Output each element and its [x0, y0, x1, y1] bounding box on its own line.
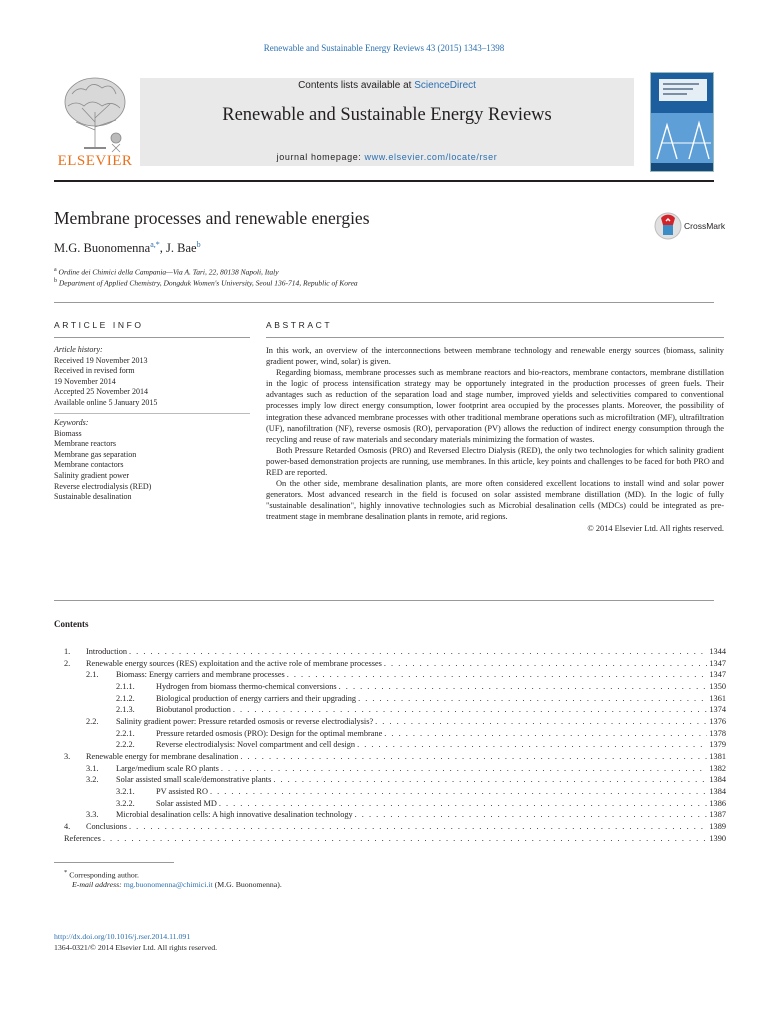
- toc-dot-leader: [219, 798, 708, 810]
- toc-dot-leader: [287, 669, 708, 681]
- toc-entry-page: 1387: [709, 810, 726, 820]
- affiliation-text: Ordine dei Chimici della Campania—Via A. Tari, 22, 80138 Napoli, Italy: [56, 267, 279, 277]
- corresponding-author-text: Corresponding author.: [67, 870, 139, 880]
- toc-entry-title: Biomass: Energy carriers and membrane processes: [116, 670, 285, 680]
- author-name: , J. Bae: [159, 241, 197, 256]
- toc-entry-number: 2.1.1.: [116, 681, 135, 691]
- author-email-link[interactable]: mg.buonomenna@chimici.it: [123, 880, 213, 889]
- toc-entry-number: 2.2.1.: [116, 728, 135, 738]
- toc-entry[interactable]: [64, 704, 726, 716]
- toc-entry-number: 3.3.: [86, 810, 99, 820]
- abstract-heading: ABSTRACT: [266, 320, 333, 330]
- journal-homepage-link[interactable]: www.elsevier.com/locate/rser: [364, 152, 498, 162]
- crossmark-icon: [654, 212, 682, 240]
- abstract-bottom-rule: [54, 600, 714, 601]
- author-affiliation-link[interactable]: a,*: [150, 240, 160, 249]
- history-item: 19 November 2014: [54, 376, 116, 386]
- keywords: [54, 418, 250, 503]
- toc-entry-page: 1378: [709, 728, 726, 738]
- corresponding-author-note: [64, 869, 139, 880]
- keyword-item: Membrane gas separation: [54, 449, 137, 459]
- toc-dot-leader: [357, 739, 707, 751]
- toc-dot-leader: [103, 833, 708, 845]
- toc-dot-leader: [129, 646, 707, 658]
- journal-citation-line[interactable]: Renewable and Sustainable Energy Reviews 43 (2015) 1343–1398: [263, 43, 505, 53]
- toc-entry-page: 1347: [709, 658, 726, 668]
- toc-entry-title: Renewable energy for membrane desalination: [86, 751, 239, 761]
- author-list: [54, 240, 201, 256]
- toc-entry-number: 3.2.1.: [116, 786, 135, 796]
- toc-entry-title: Microbial desalination cells: A high innovative desalination technology: [116, 810, 353, 820]
- toc-entry-title: Conclusions: [86, 821, 128, 831]
- toc-entry-title: Salinity gradient power: Pressure retarded osmosis or reverse electrodialysis?: [116, 716, 374, 726]
- toc-entry-number: 2.2.2.: [116, 740, 135, 750]
- toc-entry-page: 1361: [709, 693, 726, 703]
- article-info-rule: [54, 337, 250, 338]
- article-info-heading: ARTICLE INFO: [54, 320, 144, 330]
- keyword-item: Biomass: [54, 428, 82, 438]
- toc-dot-leader: [358, 693, 707, 705]
- toc-entry-page: 1389: [709, 821, 726, 831]
- toc-dot-leader: [233, 704, 708, 716]
- author-affiliation-link[interactable]: b: [196, 240, 201, 249]
- elsevier-wordmark: ELSEVIER: [57, 153, 133, 169]
- info-separator: [54, 413, 250, 414]
- history-item: Received in revised form: [54, 366, 135, 376]
- abstract-body: [266, 345, 724, 534]
- sciencedirect-link[interactable]: ScienceDirect: [414, 80, 476, 91]
- contents-available-text: Contents lists available at: [298, 80, 415, 91]
- cover-thumbnail-icon: [651, 73, 714, 172]
- toc-entry-title: PV assisted RO: [156, 786, 208, 796]
- toc-entry-number: 3.1.: [86, 763, 99, 773]
- header-rule: [54, 180, 714, 182]
- toc-entry-title: Hydrogen from biomass thermo-chemical conversions: [156, 681, 337, 691]
- toc-entry-page: 1347: [709, 670, 726, 680]
- toc-dot-leader: [384, 658, 708, 670]
- toc-dot-leader: [339, 681, 708, 693]
- toc-entry-page: 1386: [709, 798, 726, 808]
- toc-entry[interactable]: [64, 646, 726, 658]
- journal-cover-image: [650, 72, 714, 172]
- toc-entry[interactable]: [64, 763, 726, 775]
- toc-entry[interactable]: [64, 774, 726, 786]
- abstract-paragraph: Regarding biomass, membrane processes such as membrane reactors and bio-reactors, membrane contactors, membrane distillation in the logic of process intensification strategy may be opportunely integrated in the production processes of green fuels. Their advantages such as reduction of the separation load and stage number, improved yields and selectivities compared to conventional processes imply low direct energy consumption, lower footprint area occupied by the processes plants. Moreover, the possibility of integration these advanced membrane processes with other traditional membrane operations such as microfiltration (MF), ultrafiltration (UF), nanofiltration (NF), reverse osmosis (RO), pervaporation (PV) allows the reduction of indirect energy consumption through the recycling and reuse of raw materials and secondary materials minimizing the formation of wastes.: [266, 368, 724, 444]
- history-item: Available online 5 January 2015: [54, 397, 158, 407]
- email-note: [72, 880, 282, 889]
- journal-homepage-line: [140, 152, 634, 162]
- toc-entry-title: Solar assisted MD: [156, 798, 217, 808]
- keyword-item: Reverse electrodialysis (RED): [54, 481, 152, 491]
- toc-entry-number: 1.: [64, 647, 71, 656]
- abstract-rule: [266, 337, 724, 338]
- section-rule: [54, 302, 714, 303]
- abstract-paragraph: In this work, an overview of the interconnections between membrane technology and renewable energy sources (biomass, salinity gradient power, wind, solar) is given.: [266, 346, 724, 367]
- toc-dot-leader: [273, 774, 707, 786]
- article-title: Membrane processes and renewable energies: [54, 208, 370, 228]
- toc-dot-leader: [210, 786, 707, 798]
- abstract-paragraph: On the other side, membrane desalination plants, are more often considered excellent locations to install wind and solar power generators. Most advanced research in the field is focused on solar assisted membrane distillation (MD). In the logic of fully "sustainable desalination", highly innovative technologies such as Microbial desalination cells (MDCs) could be integrated as pre-treatment stage in membrane desalination plants in remote, arid regions.: [266, 479, 724, 522]
- toc-entry[interactable]: [64, 821, 726, 833]
- article-history: [54, 345, 250, 409]
- toc-entry[interactable]: [64, 669, 726, 681]
- history-item: Accepted 25 November 2014: [54, 387, 148, 397]
- toc-entry-page: 1344: [709, 647, 726, 656]
- toc-entry[interactable]: [64, 833, 726, 845]
- email-label: E-mail address:: [72, 880, 124, 889]
- toc-entry-number: 2.: [64, 658, 71, 668]
- journal-name: Renewable and Sustainable Energy Reviews: [222, 105, 552, 125]
- toc-entry-title: Biobutanol production: [156, 705, 231, 715]
- toc-entry-page: 1384: [709, 786, 726, 796]
- elsevier-tree-logo: [54, 72, 136, 172]
- table-of-contents: [64, 646, 726, 844]
- toc-entry[interactable]: [64, 751, 726, 763]
- homepage-label: journal homepage:: [276, 152, 365, 162]
- toc-entry-number: 2.1.: [86, 670, 99, 680]
- toc-entry-number: 4.: [64, 821, 71, 831]
- keyword-item: Membrane contactors: [54, 460, 124, 470]
- toc-entry-number: 3.: [64, 751, 71, 761]
- toc-entry-page: 1374: [709, 705, 726, 715]
- toc-dot-leader: [129, 821, 707, 833]
- issn-copyright-line: 1364-0321/© 2014 Elsevier Ltd. All rights reserved.: [54, 943, 218, 952]
- history-item: Received 19 November 2013: [54, 355, 148, 365]
- contents-heading: Contents: [54, 619, 89, 629]
- affiliation-text: Department of Applied Chemistry, Dongduk Women's University, Seoul 136-714, Republic of Korea: [57, 278, 358, 288]
- doi-link[interactable]: http://dx.doi.org/10.1016/j.rser.2014.11.091: [54, 932, 191, 941]
- toc-dot-leader: [375, 716, 707, 728]
- toc-entry-title: References: [64, 833, 101, 843]
- toc-entry-page: 1390: [709, 833, 726, 843]
- abstract-paragraph: Both Pressure Retarded Osmosis (PRO) and Reversed Electro Dialysis (RED), the only two technologies for which salinity gradient power-based demonstration projects are running, use membranes. In this article, key points and challenges to be faced for both PRO and RED are reported.: [266, 445, 724, 478]
- toc-entry[interactable]: [64, 809, 726, 821]
- toc-entry[interactable]: [64, 728, 726, 740]
- toc-entry-page: 1384: [709, 775, 726, 785]
- toc-entry-title: Biological production of energy carriers and their upgrading: [156, 693, 357, 703]
- toc-dot-leader: [221, 763, 708, 775]
- toc-entry-title: Solar assisted small scale/demonstrative plants: [116, 775, 272, 785]
- toc-entry-page: 1381: [709, 751, 726, 761]
- toc-entry-number: 3.2.2.: [116, 798, 135, 808]
- tree-logo-icon: [54, 72, 136, 154]
- article-history-heading: Article history:: [54, 345, 103, 354]
- author-name: M.G. Buonomenna: [54, 241, 151, 256]
- toc-dot-leader: [355, 809, 708, 821]
- abstract-copyright: © 2014 Elsevier Ltd. All rights reserved.: [587, 523, 724, 533]
- contents-available-line: [140, 80, 634, 91]
- toc-dot-leader: [240, 751, 707, 763]
- toc-entry[interactable]: [64, 739, 726, 751]
- toc-entry[interactable]: [64, 786, 726, 798]
- crossmark-badge[interactable]: [654, 212, 726, 240]
- toc-entry-title: Reverse electrodialysis: Novel compartment and cell design: [156, 740, 356, 750]
- toc-entry-number: 3.2.: [86, 775, 99, 785]
- toc-entry-title: Introduction: [86, 647, 128, 656]
- toc-entry-number: 2.2.: [86, 716, 99, 726]
- keyword-item: Sustainable desalination: [54, 492, 132, 502]
- crossmark-label: CrossMark: [684, 221, 726, 231]
- toc-entry[interactable]: [64, 716, 726, 728]
- footnote-mark: *: [64, 869, 68, 876]
- toc-entry-page: 1376: [709, 716, 726, 726]
- affiliation-b: [54, 278, 358, 288]
- affiliation-mark: b: [54, 278, 57, 284]
- toc-entry-page: 1379: [709, 740, 726, 750]
- footnote-rule: [54, 862, 174, 863]
- journal-header-box: [140, 78, 634, 166]
- toc-entry[interactable]: [64, 798, 726, 810]
- toc-entry-number: 2.1.3.: [116, 705, 135, 715]
- affiliation-a: [54, 267, 279, 277]
- toc-entry[interactable]: [64, 693, 726, 705]
- toc-entry-page: 1382: [709, 763, 726, 773]
- toc-entry-number: 2.1.2.: [116, 693, 135, 703]
- keyword-item: Salinity gradient power: [54, 470, 130, 480]
- toc-entry-title: Renewable energy sources (RES) exploitation and the active role of membrane processes: [86, 658, 382, 668]
- toc-dot-leader: [384, 728, 707, 740]
- toc-entry-page: 1350: [709, 681, 726, 691]
- journal-masthead: [54, 72, 714, 172]
- toc-entry[interactable]: [64, 658, 726, 670]
- keywords-heading: Keywords:: [54, 418, 89, 427]
- keyword-item: Membrane reactors: [54, 439, 116, 449]
- toc-entry-title: Large/medium scale RO plants: [116, 763, 219, 773]
- toc-entry-title: Pressure retarded osmosis (PRO): Design for the optimal membrane: [156, 728, 383, 738]
- toc-entry[interactable]: [64, 681, 726, 693]
- affiliation-mark: a: [54, 267, 57, 273]
- email-suffix: (M.G. Buonomenna).: [212, 880, 282, 889]
